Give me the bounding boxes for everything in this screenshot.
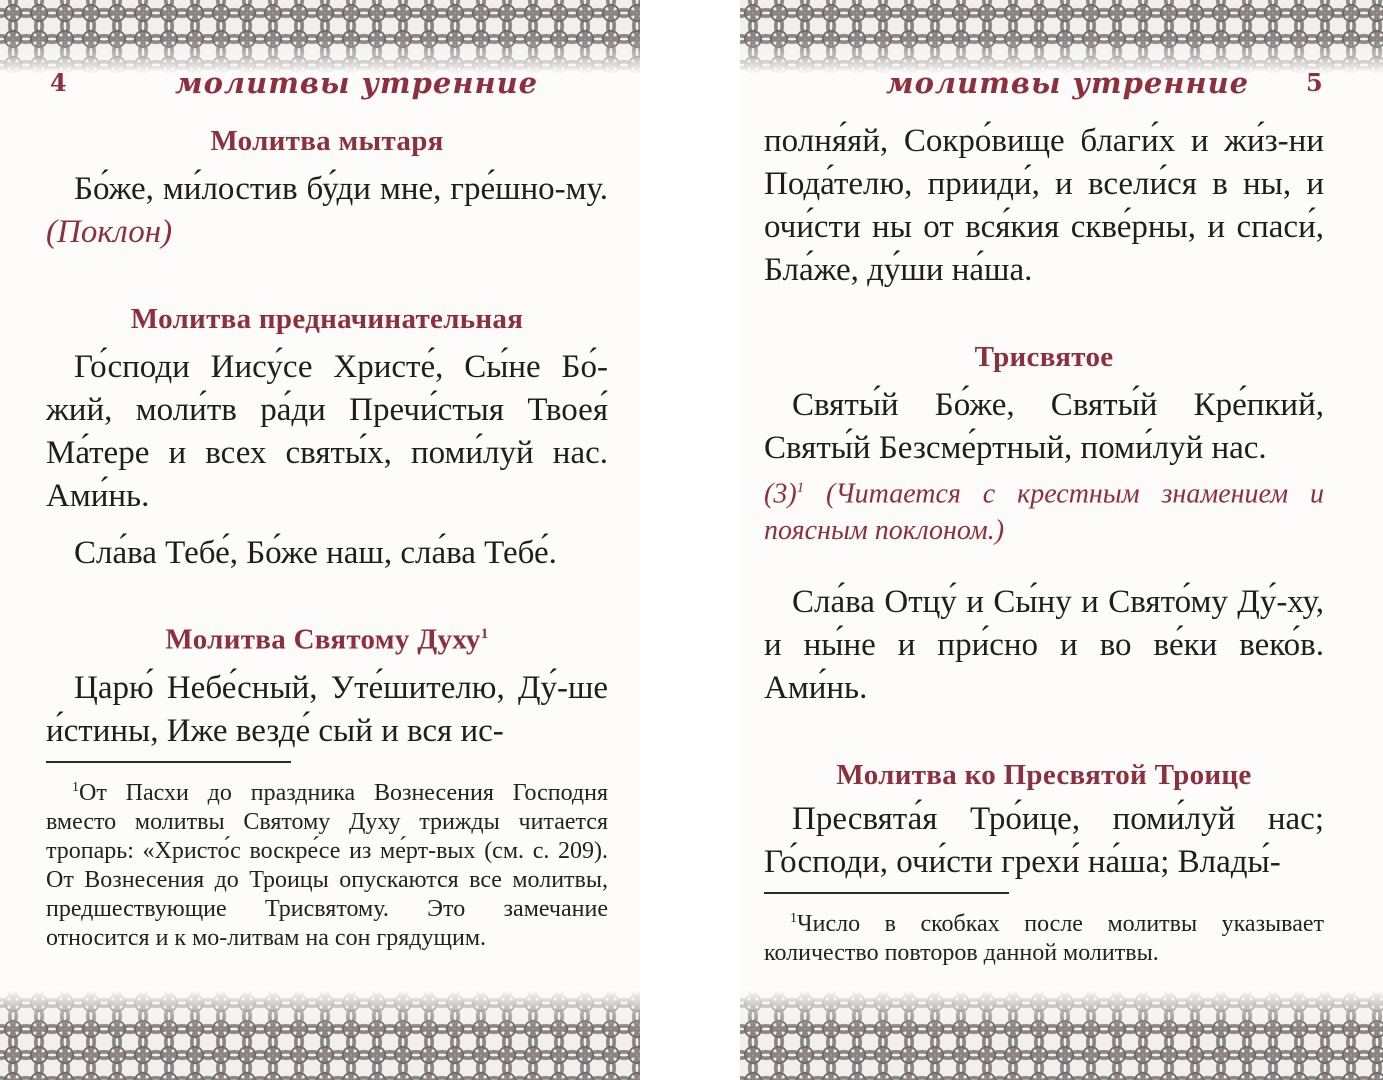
footnote-text: Число в скобках после молитвы указывает количество повторов данной молитвы. (764, 911, 1324, 967)
rubric-bow: (Поклон) (46, 214, 173, 250)
prayer-text: полня́яй, Сокро́вище благи́х и жи́з-ни Пода́телю, прииди́, и всели́ся в ны, и очи́сти ны от вся́кия скве́рны, и спаси́, Бла́же, ду́ши на́ша. (764, 123, 1324, 288)
footnote-text: От Пасхи до праздника Вознесения Господня вместо молитвы Святому Духу трижды читается тропарь: «Христо́с воскре́се из ме́рт-вых (см. с. 209). От Вознесения до Троицы опускаются все молитвы, предшествующие Трисвятому. Это замечание относится и к мо-литвам на сон грядущим. (46, 779, 608, 951)
rubric-count: (3) (764, 478, 797, 510)
footnote-mark: 1 (72, 779, 79, 795)
heading-trinity-prayer: Молитва ко Пресвятой Троице (836, 759, 1252, 792)
footnote-ref: 1 (480, 626, 489, 642)
heading-trisagion: Трисвятое (974, 341, 1114, 373)
heading-opening-prayer: Молитва предначинательная (130, 303, 524, 335)
top-ornament-border (0, 0, 640, 74)
prayer-text: Пресвята́я Тро́ице, поми́луй нас; Го́споди, очи́сти грехи́ на́ша; Влады́- (764, 801, 1324, 881)
left-text-column (46, 120, 608, 953)
footnote (764, 904, 1324, 968)
page-gutter (640, 0, 740, 1080)
prayer-text: Сла́ва Отцу́ и Сы́ну и Свято́му Ду́-ху, и ны́не и при́сно и во ве́ки веко́в. Ами́нь. (764, 584, 1324, 707)
right-text-column (764, 120, 1324, 968)
bottom-ornament-border (740, 990, 1383, 1080)
running-head: молитвы утренние (886, 66, 1250, 100)
heading-text: Молитва Святому Духу (165, 623, 481, 656)
rubric-instruction (764, 470, 1324, 549)
footnote-rule (46, 761, 291, 763)
running-head: молитвы утренние (175, 66, 539, 100)
prayer-text: Сла́ва Тебе́, Бо́же наш, сла́ва Тебе́. (74, 535, 557, 571)
top-ornament-border (740, 0, 1383, 74)
footnote-rule (764, 892, 1009, 894)
prayer-text: Святы́й Бо́же, Святы́й Кре́пкий, Святы́й Безсме́ртный, поми́луй нас. (764, 387, 1324, 466)
prayer-text: Царю́ Небе́сный, Уте́шителю, Ду́-ше и́стины, Иже везде́ сый и вся ис- (46, 669, 608, 749)
heading-publican-prayer: Молитва мытаря (210, 125, 444, 157)
prayer-text (46, 168, 608, 254)
right-page (740, 0, 1383, 1080)
footnote-mark: 1 (790, 911, 797, 927)
left-page (0, 0, 640, 1080)
bottom-ornament-border (0, 990, 640, 1080)
page-number: 5 (1306, 68, 1323, 97)
prayer-text-body: Бо́же, ми́лостив бу́ди мне, гре́шно-му. (74, 171, 608, 207)
page-number: 4 (50, 68, 67, 97)
heading-holy-spirit-prayer (46, 613, 608, 661)
footnote-ref: 1 (796, 480, 805, 496)
rubric-text: (Читается с крестным знамением и поясным поклоном.) (764, 478, 1324, 547)
prayer-text: Го́споди Иису́се Христе́, Сы́не Бо́-жий, моли́тв ра́ди Пречи́стыя Твоея́ Ма́тере и всех святы́х, поми́луй нас. Ами́нь. (46, 349, 608, 514)
footnote (46, 773, 608, 953)
